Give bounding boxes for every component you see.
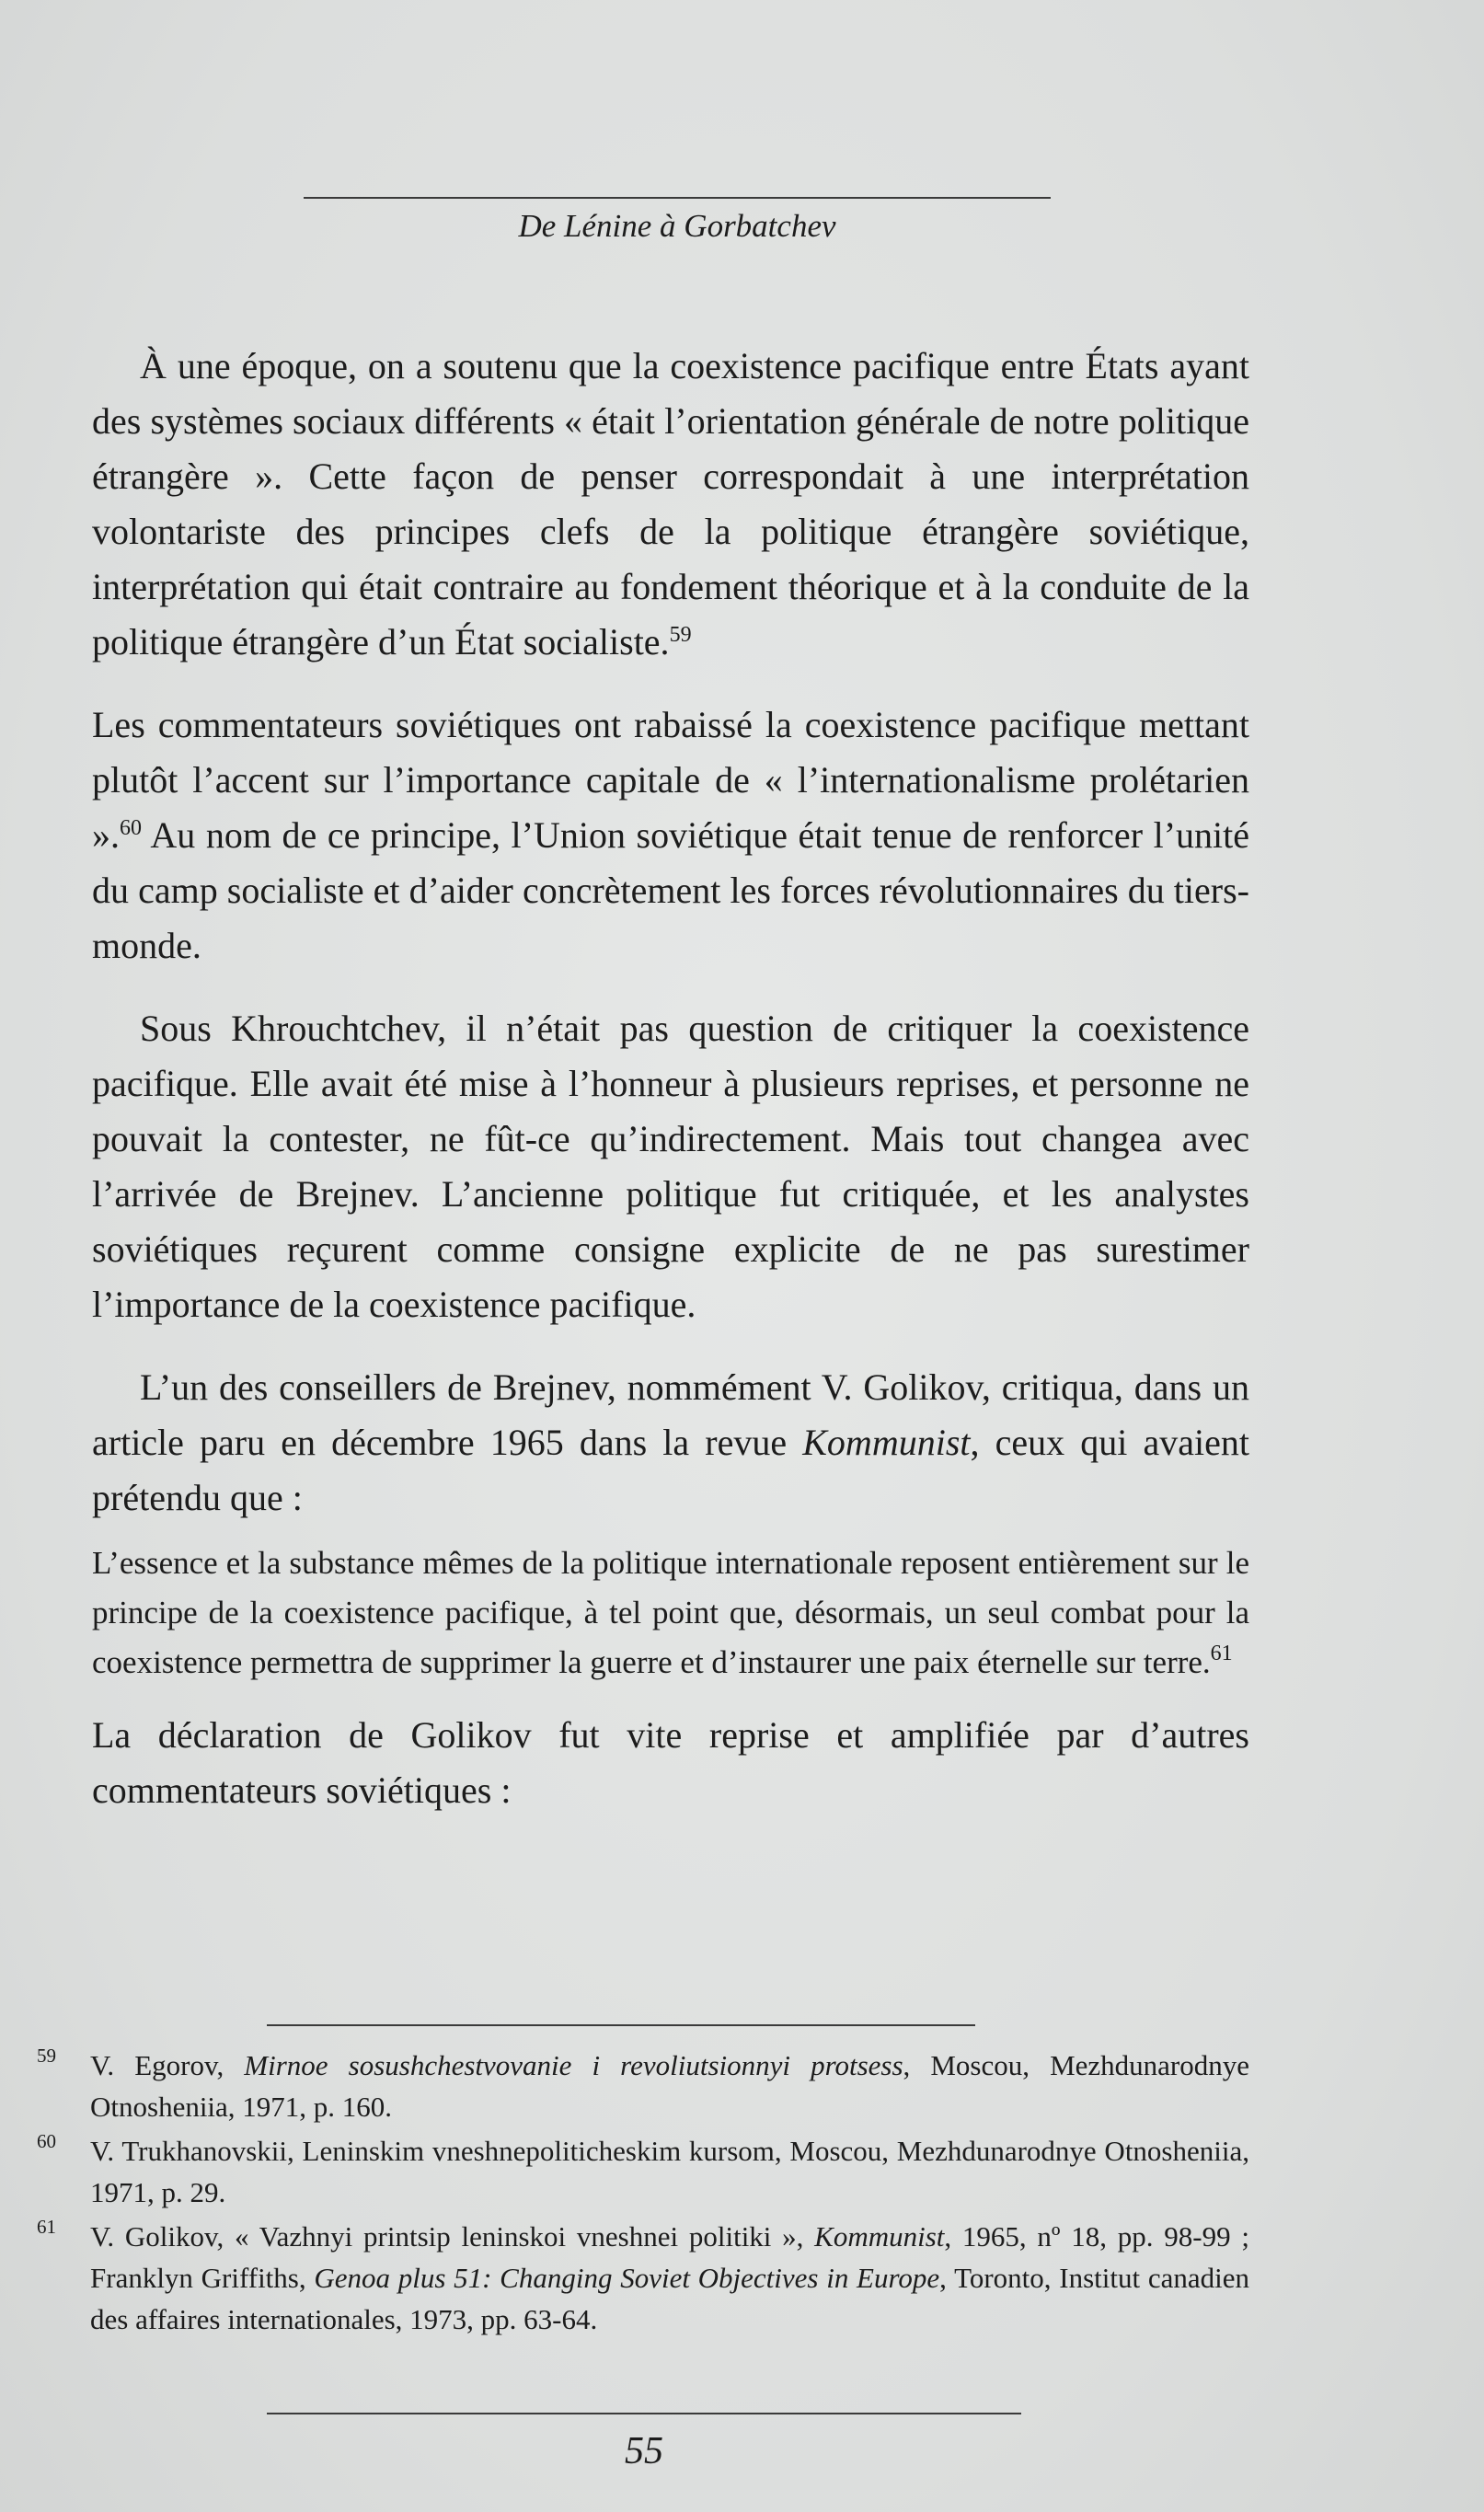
footnote-author: V. Egorov, <box>90 2049 245 2081</box>
footnote-details: , Moscou, Mezhdunarodnye Otnosheniia, 1971, p. 160. <box>90 2049 1250 2123</box>
footnote-59 <box>37 2045 1249 2127</box>
footnote-60 <box>37 2130 1249 2213</box>
footnote-ref-60: 60 <box>120 816 142 840</box>
footnote-61 <box>37 2216 1249 2340</box>
footnote-title: Kommunist <box>814 2220 945 2253</box>
footer-rule <box>267 2413 1021 2414</box>
paragraph-5 <box>92 1708 1249 1818</box>
footnote-number: 59 <box>37 2045 56 2067</box>
paragraph-4 <box>92 1360 1249 1526</box>
paragraph-2 <box>92 697 1249 974</box>
paragraph-3 <box>92 1001 1249 1332</box>
footnote-number: 61 <box>37 2216 56 2238</box>
footnote-author: V. Golikov, « Vazhnyi printsip leninskoi vneshnei politiki », <box>90 2220 815 2253</box>
paragraph-1-text: À une époque, on a soutenu que la coexistence pacifique entre États ayant des systèmes sociaux différents « était l’orientation générale de notre politique étrangère ». Cette façon de penser correspondait à une interprétation volontariste des principes clefs de la politique étrangère soviétique, interprétation qui était contraire au fondement théorique et à la conduite de la politique étrangère d’un État socialiste. <box>92 345 1249 663</box>
footnote-author: V. Trukhanovskii, <box>90 2135 303 2167</box>
footnotes <box>37 2045 1249 2343</box>
footnote-details-2: , Toronto, Institut canadien des affaires internationales, 1973, pp. 63-64. <box>90 2262 1249 2335</box>
paragraph-3-text: Sous Khrouchtchev, il n’était pas question de critiquer la coexistence pacifique. Elle avait été mise à l’honneur à plusieurs reprises, et personne ne pouvait la contester, ne fût-ce qu’indirectement. Mais tout changea avec l’arrivée de Brejnev. L’ancienne politique fut critiquée, et les analystes soviétiques reçurent comme consigne explicite de ne pas surestimer l’importance de la coexistence pacifique. <box>92 1008 1249 1325</box>
footnote-ref-59: 59 <box>669 623 692 647</box>
footnote-title-2: Genoa plus 51: Changing Soviet Objectives in Europe <box>314 2262 940 2294</box>
paragraph-4-text-a: L’un des conseillers de Brejnev, nommément V. Golikov, critiqua, dans un article paru en décembre 1965 dans la revue <box>92 1366 1249 1463</box>
footnote-number: 60 <box>37 2130 56 2152</box>
block-quote <box>92 1538 1249 1688</box>
block-quote-text: L’essence et la substance mêmes de la politique internationale reposent entièrement sur le principe de la coexistence pacifique, à tel point que, désormais, un seul combat pour la coexistence permettra de supprimer la guerre et d’instaurer une paix éternelle sur terre. <box>92 1545 1249 1680</box>
footnote-ref-61: 61 <box>1210 1642 1233 1665</box>
body-text <box>92 339 1249 1818</box>
footnote-title: Mirnoe sosushchestvovanie i revoliutsionnyi protsess <box>244 2049 903 2081</box>
page-number: 55 <box>625 2430 663 2472</box>
footnote-details: Leninskim vneshnepoliticheskim kursom, Moscou, Mezhdunarodnye Otnosheniia, 1971, p. 29. <box>90 2135 1249 2208</box>
paragraph-2-text-b: Au nom de ce principe, l’Union soviétique était tenue de renforcer l’unité du camp socialiste et d’aider concrètement les forces révolutionnaires du tiers-monde. <box>92 814 1249 966</box>
header-rule <box>304 197 1051 199</box>
footnote-details: , 1965, nº 18, pp. 98-99 ; Franklyn Griffiths, <box>90 2220 1249 2294</box>
paragraph-4-text-b: , ceux qui avaient prétendu que : <box>92 1422 1249 1518</box>
running-head: De Lénine à Gorbatchev <box>518 208 836 244</box>
journal-title: Kommunist <box>802 1422 971 1463</box>
paragraph-1 <box>92 339 1249 670</box>
paragraph-2-text-a: Les commentateurs soviétiques ont rabaissé la coexistence pacifique mettant plutôt l’accent sur l’importance capitale de « l’internationalisme prolétarien ». <box>92 704 1249 856</box>
footnote-rule <box>267 2024 975 2026</box>
paragraph-5-text: La déclaration de Golikov fut vite reprise et amplifiée par d’autres commentateurs soviétiques : <box>92 1714 1249 1811</box>
